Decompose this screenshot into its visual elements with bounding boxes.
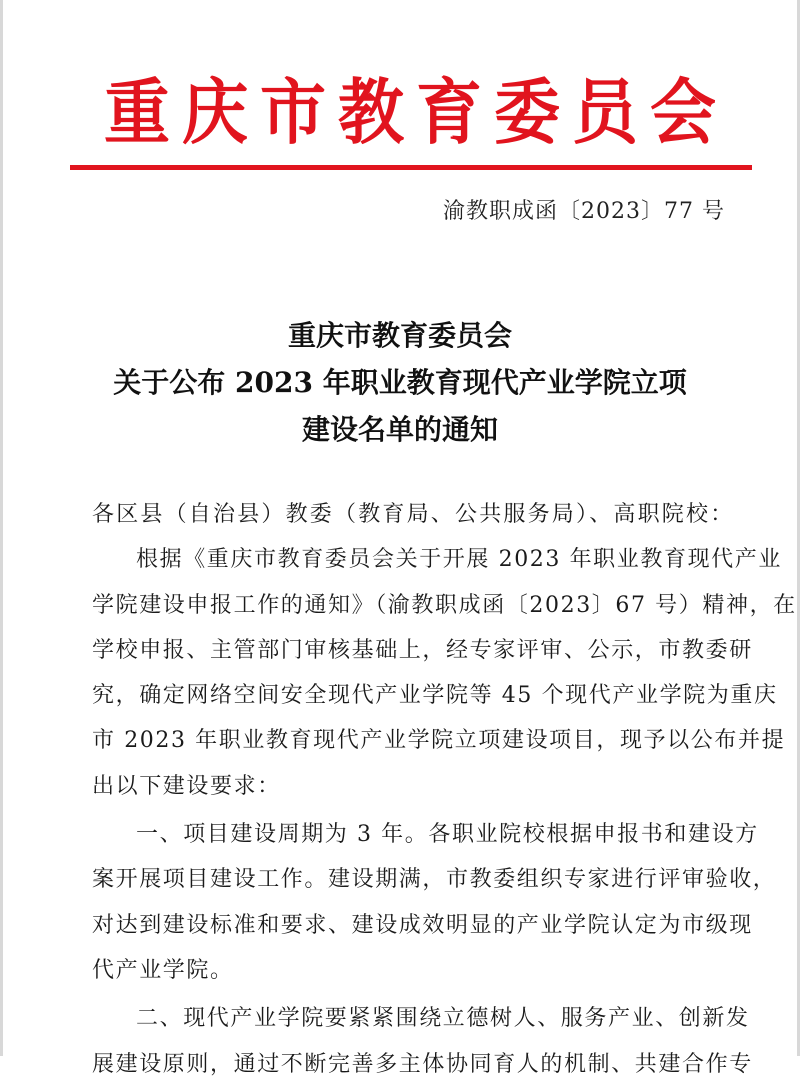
document-number: 渝教职成函〔2023〕77 号 [443,199,725,224]
notice-title-line-2: 关于公布 2023 年职业教育现代产业学院立项 [113,366,687,399]
notice-title [40,312,760,453]
paragraph-2 [92,812,777,993]
paragraph-line: 出以下建设要求： [92,773,281,799]
paragraph-line: 根据《重庆市教育委员会关于开展 2023 年职业教育现代产业 [136,547,782,573]
page-left-edge [0,0,3,1056]
salutation: 各区县（自治县）教委（教育局、公共服务局）、高职院校： [92,502,735,527]
paragraph-line: 二、现代产业学院要紧紧围绕立德树人、服务产业、创新发 [136,1006,750,1032]
red-header-rule [70,165,752,170]
paragraph-line: 学院建设申报工作的通知》（渝教职成函〔2023〕67 号）精神，在 [92,592,797,618]
paragraph-line: 究，确定网络空间安全现代产业学院等 45 个现代产业学院为重庆 [92,683,778,709]
notice-body [92,492,797,1087]
paragraph-line: 市 2023 年职业教育现代产业学院立项建设项目，现予以公布并提 [92,728,786,754]
paragraph-line: 学校申报、主管部门审核基础上，经专家评审、公示，市教委研 [92,637,753,663]
paragraph-line: 对达到建设标准和要求、建设成效明显的产业学院认定为市级现 [92,912,753,938]
notice-title-line-3: 建设名单的通知 [301,413,498,446]
notice-title-line-1: 重庆市教育委员会 [287,319,512,352]
paragraph-1 [92,537,797,809]
paragraph-3 [92,996,752,1087]
paragraph-line: 一、项目建设周期为 3 年。各职业院校根据申报书和建设方 [136,822,759,848]
red-header-org-name: 重庆市教育委员会 [104,70,728,155]
paragraph-line: 展建设原则，通过不断完善多主体协同育人的机制、共建合作专 [92,1051,753,1077]
paragraph-line: 代产业学院。 [92,957,234,983]
paragraph-line: 案开展项目建设工作。建设期满，市教委组织专家进行评审验收， [92,867,777,893]
